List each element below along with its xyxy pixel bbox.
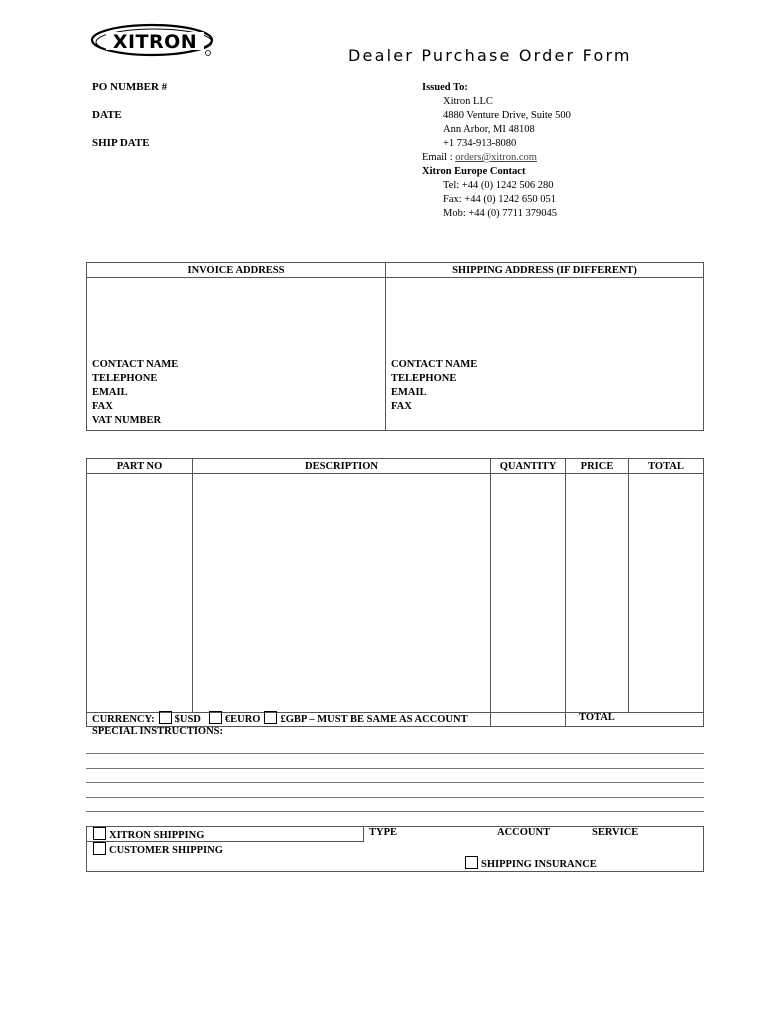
invoice-email: EMAIL bbox=[92, 387, 128, 398]
usd-label: $USD bbox=[174, 714, 201, 725]
instructions-line[interactable] bbox=[86, 797, 704, 798]
instructions-line[interactable] bbox=[86, 768, 704, 769]
issued-to-block bbox=[422, 81, 571, 221]
invoice-contact-name: CONTACT NAME bbox=[92, 359, 179, 370]
description-cell[interactable] bbox=[193, 474, 491, 713]
xitron-logo bbox=[88, 20, 220, 62]
shipping-fax: FAX bbox=[391, 401, 412, 412]
gbp-label: £GBP – MUST BE SAME AS ACCOUNT bbox=[280, 714, 468, 725]
price-cell[interactable] bbox=[566, 474, 629, 713]
shipping-fields bbox=[391, 358, 477, 414]
euro-checkbox[interactable] bbox=[209, 711, 222, 724]
shipping-contact-name: CONTACT NAME bbox=[391, 359, 478, 370]
europe-fax: Fax: +44 (0) 1242 650 051 bbox=[443, 194, 556, 205]
customer-shipping-checkbox[interactable] bbox=[93, 842, 106, 855]
quantity-cell[interactable] bbox=[491, 474, 566, 713]
col-total: TOTAL bbox=[629, 459, 704, 474]
gbp-checkbox[interactable] bbox=[264, 711, 277, 724]
xitron-shipping-option bbox=[89, 827, 204, 841]
col-price: PRICE bbox=[566, 459, 629, 474]
euro-label: €EURO bbox=[224, 714, 261, 725]
email-line bbox=[422, 151, 571, 165]
shipping-email: EMAIL bbox=[391, 387, 427, 398]
issued-to-heading: Issued To: bbox=[422, 82, 468, 93]
instructions-line[interactable] bbox=[86, 782, 704, 783]
company-name: Xitron LLC bbox=[443, 96, 493, 107]
shipping-address-cell[interactable] bbox=[386, 278, 704, 431]
col-part-no: PART NO bbox=[87, 459, 193, 474]
address-line-2: Ann Arbor, MI 48108 bbox=[443, 124, 535, 135]
invoice-fields bbox=[92, 358, 178, 428]
date-label: DATE bbox=[92, 109, 122, 121]
ship-date-label: SHIP DATE bbox=[92, 137, 150, 149]
customer-shipping-option bbox=[89, 842, 223, 856]
address-line-1: 4880 Venture Drive, Suite 500 bbox=[443, 110, 571, 121]
col-quantity: QUANTITY bbox=[491, 459, 566, 474]
part-no-cell[interactable] bbox=[87, 474, 193, 713]
items-table bbox=[86, 458, 704, 727]
grand-total-label: TOTAL bbox=[579, 712, 615, 723]
invoice-vat-number: VAT NUMBER bbox=[92, 415, 162, 426]
shipping-insurance-label: SHIPPING INSURANCE bbox=[481, 859, 597, 870]
invoice-fax: FAX bbox=[92, 401, 113, 412]
col-description: DESCRIPTION bbox=[193, 459, 491, 474]
currency-label: CURRENCY: bbox=[92, 714, 155, 725]
currency-options bbox=[92, 711, 468, 727]
form-title: Dealer Purchase Order Form bbox=[348, 46, 632, 65]
phone: +1 734-913-8080 bbox=[443, 138, 517, 149]
special-instructions-label: SPECIAL INSTRUCTIONS: bbox=[92, 726, 223, 737]
invoice-address-cell[interactable] bbox=[87, 278, 386, 431]
instructions-line[interactable] bbox=[86, 753, 704, 754]
svg-text:XITRON: XITRON bbox=[112, 31, 198, 53]
invoice-telephone: TELEPHONE bbox=[92, 373, 158, 384]
type-label: TYPE bbox=[369, 827, 398, 838]
shipping-insurance-option bbox=[461, 856, 597, 870]
shipping-address-header: SHIPPING ADDRESS (IF DIFFERENT) bbox=[386, 263, 704, 278]
instructions-line[interactable] bbox=[86, 811, 704, 812]
account-label: ACCOUNT bbox=[497, 827, 551, 838]
po-number-label: PO NUMBER # bbox=[92, 81, 168, 93]
currency-qty-cell bbox=[491, 713, 566, 727]
shipping-insurance-checkbox[interactable] bbox=[465, 856, 478, 869]
invoice-address-header: INVOICE ADDRESS bbox=[87, 263, 386, 278]
email-label: Email : bbox=[422, 152, 456, 163]
address-table bbox=[86, 262, 704, 431]
europe-mob: Mob: +44 (0) 7711 379045 bbox=[443, 208, 558, 219]
xitron-shipping-checkbox[interactable] bbox=[93, 827, 106, 840]
total-cell[interactable] bbox=[629, 474, 704, 713]
customer-shipping-label: CUSTOMER SHIPPING bbox=[109, 845, 223, 856]
service-label: SERVICE bbox=[592, 827, 639, 838]
xitron-shipping-label: XITRON SHIPPING bbox=[109, 830, 205, 841]
europe-tel: Tel: +44 (0) 1242 506 280 bbox=[443, 180, 554, 191]
email-link[interactable]: orders@xitron.com bbox=[455, 152, 537, 163]
usd-checkbox[interactable] bbox=[159, 711, 172, 724]
shipping-telephone: TELEPHONE bbox=[391, 373, 457, 384]
europe-heading: Xitron Europe Contact bbox=[422, 166, 526, 177]
